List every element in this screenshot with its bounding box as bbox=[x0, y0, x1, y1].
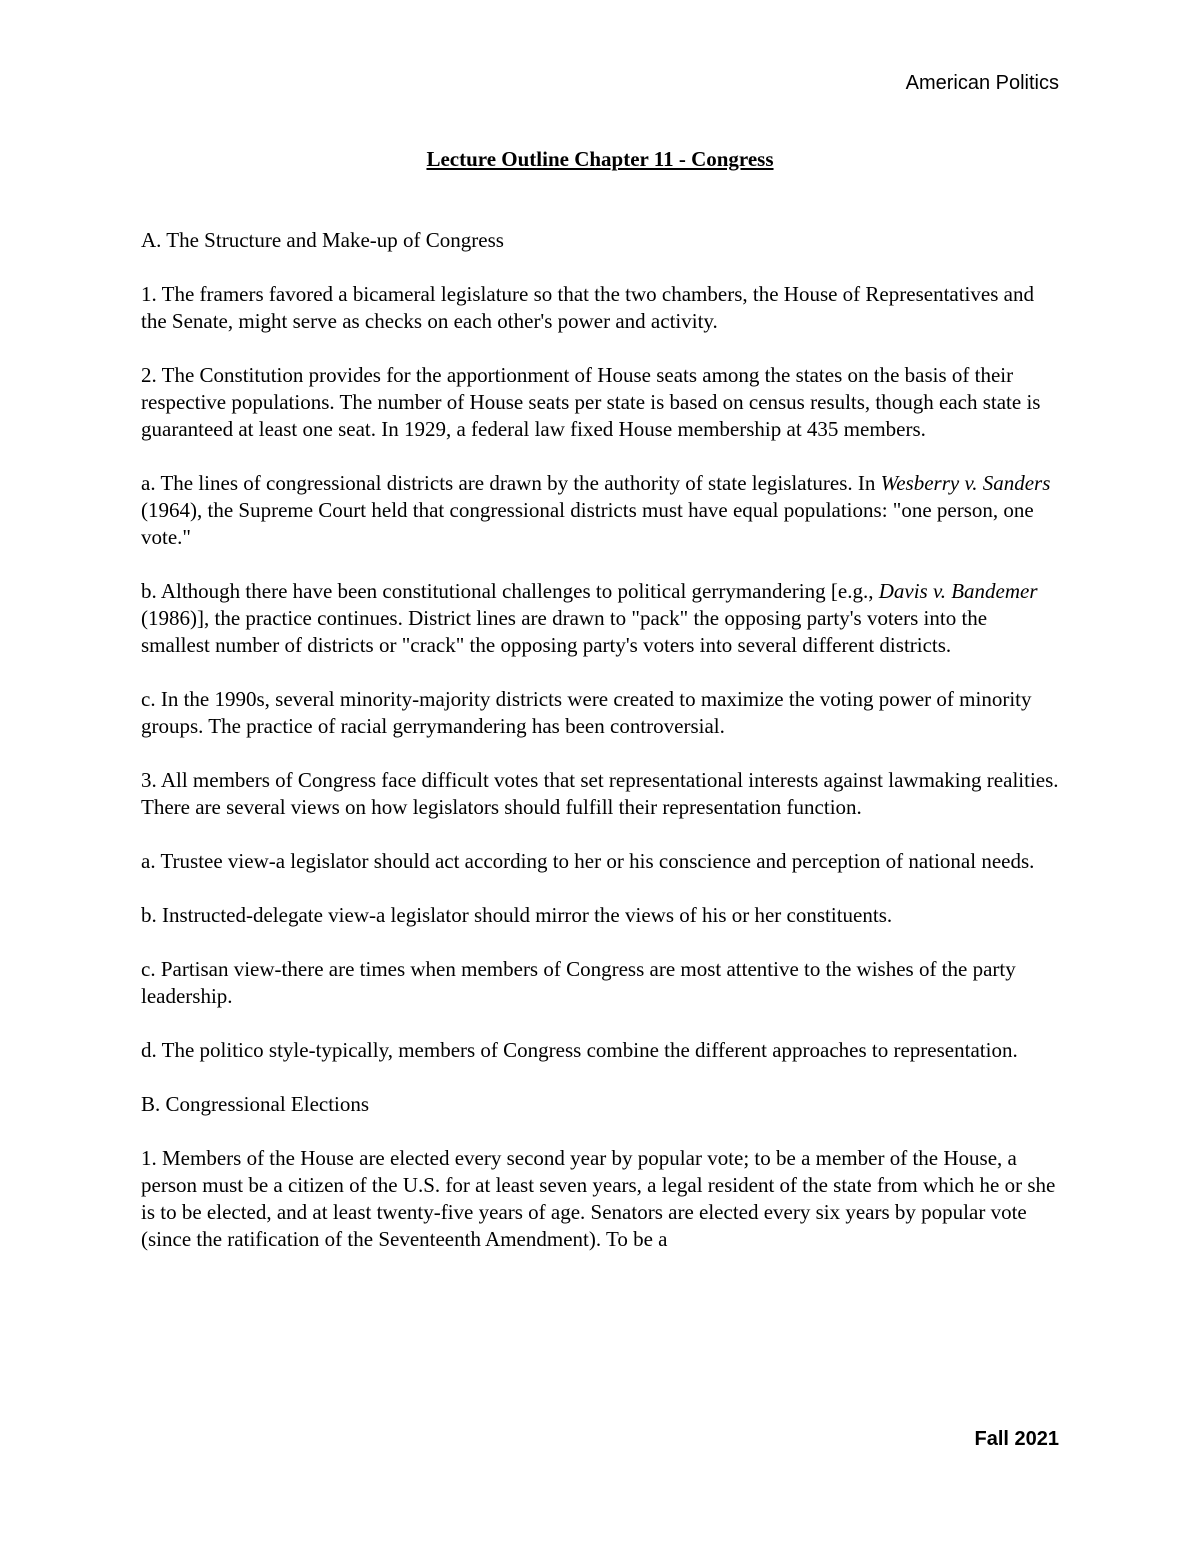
section-heading-a: A. The Structure and Make-up of Congress bbox=[141, 228, 504, 252]
paragraph-a3d: d. The politico style-typically, members of Congress combine the different approaches to representation. bbox=[141, 1038, 1018, 1062]
document-body bbox=[141, 146, 1059, 1253]
paragraph-a3: 3. All members of Congress face difficult votes that set representational interests against lawmaking realities. There are several views on how legislators should fulfill their representation function. bbox=[141, 768, 1059, 819]
paragraph-b1: 1. Members of the House are elected every second year by popular vote; to be a member of the House, a person must be a citizen of the U.S. for at least seven years, a legal resident of the state from which he or she is to be elected, and at least twenty-five years of age. Senators are elected every six years by popular vote (since the ratification of the Seventeenth Amendment). To be a bbox=[141, 1146, 1056, 1251]
paragraph-a2c: c. In the 1990s, several minority-majority districts were created to maximize the voting power of minority groups. The practice of racial gerrymandering has been controversial. bbox=[141, 687, 1032, 738]
paragraph-a3c: c. Partisan view-there are times when members of Congress are most attentive to the wishes of the party leadership. bbox=[141, 957, 1016, 1008]
page-footer: Fall 2021 bbox=[974, 1428, 1059, 1450]
document-title: Lecture Outline Chapter 11 - Congress bbox=[426, 147, 774, 171]
paragraph-a2: 2. The Constitution provides for the apportionment of House seats among the states on the basis of their respective populations. The number of House seats per state is based on census results, though each state is guaranteed at least one seat. In 1929, a federal law fixed House membership at 435 members. bbox=[141, 363, 1041, 441]
case-name-wesberry: Wesberry v. Sanders bbox=[880, 471, 1051, 495]
case-name-davis: Davis v. Bandemer bbox=[878, 579, 1038, 603]
paragraph-a3b: b. Instructed-delegate view-a legislator should mirror the views of his or her constituents. bbox=[141, 903, 893, 927]
paragraph-a3a: a. Trustee view-a legislator should act according to her or his conscience and perception of national needs. bbox=[141, 849, 1035, 873]
section-heading-b: B. Congressional Elections bbox=[141, 1092, 370, 1116]
paragraph-a2b: b. Although there have been constitutional challenges to political gerrymandering [e.g., Davis v. Bandemer (1986)], the practice continues. District lines are drawn to "pack" the opposing party's voters into the smallest number of districts or "crack" the opposing party's voters into several different districts. bbox=[141, 579, 1038, 657]
paragraph-a1: 1. The framers favored a bicameral legislature so that the two chambers, the House of Representatives and the Senate, might serve as checks on each other's power and activity. bbox=[141, 282, 1034, 333]
page-header: American Politics bbox=[905, 72, 1059, 94]
paragraph-a2a: a. The lines of congressional districts are drawn by the authority of state legislatures. In Wesberry v. Sanders (1964), the Supreme Court held that congressional districts must have equal populations: "one person, one vote." bbox=[141, 471, 1051, 549]
